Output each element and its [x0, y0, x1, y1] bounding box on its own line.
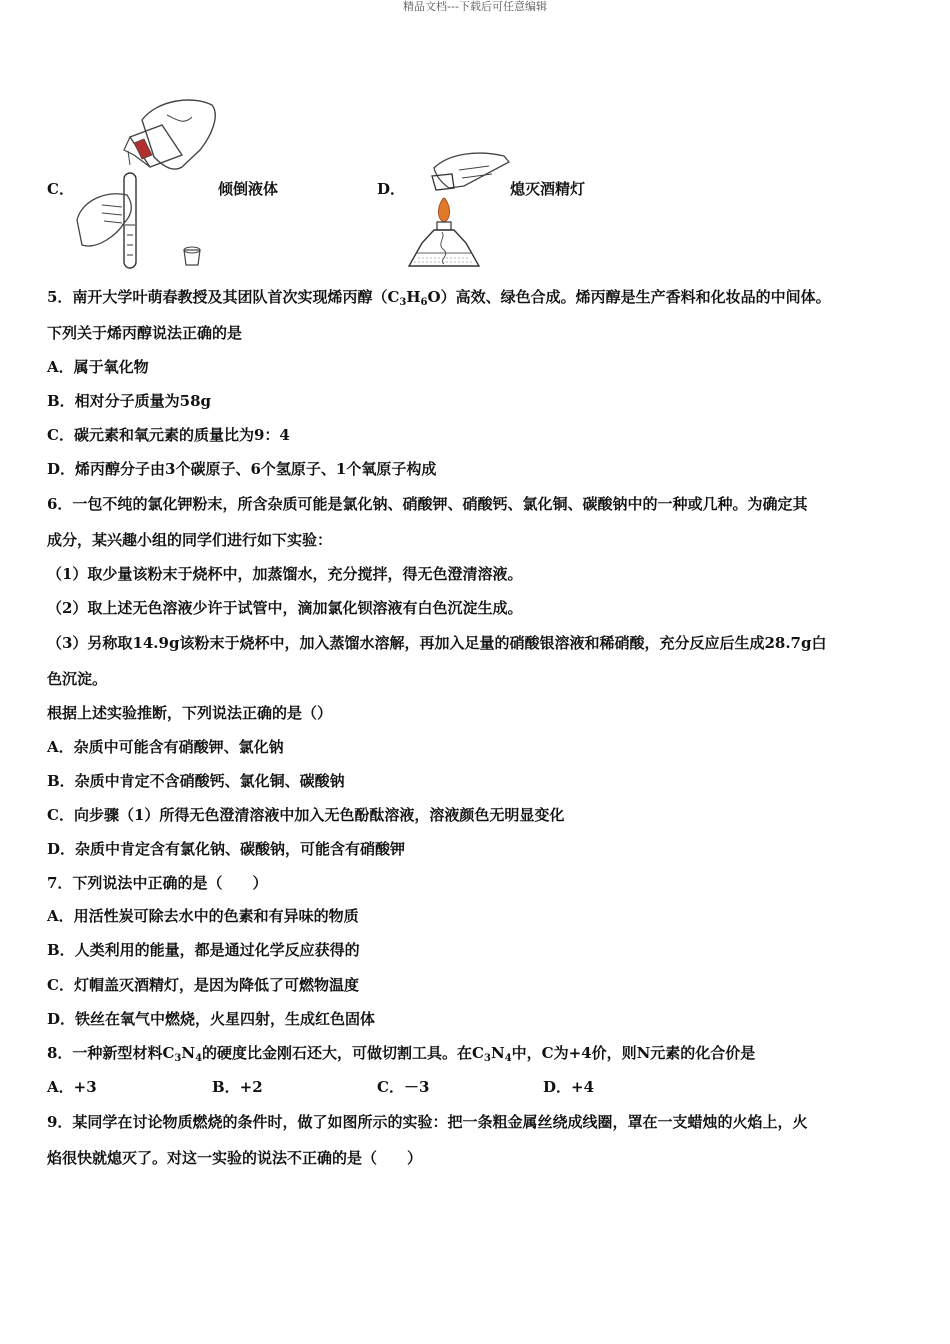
- q7-option-a: A．用活性炭可除去水中的色素和有异味的物质: [47, 907, 359, 925]
- alcohol-lamp-figure: [404, 148, 514, 273]
- q5-stem: 5．南开大学叶萌春教授及其团队首次实现烯丙醇$(C_3H_6O)$高效、绿色合成。烯丙醇是生产香料和化妆品的中间体。: [47, 288, 831, 308]
- q9-stem-1: 9．某同学在讨论物质燃烧的条件时，做了如图所示的实验：把一条粗金属丝绕成线圈，罩在一支蜡烛的火焰上，火: [47, 1113, 808, 1131]
- q6-option-b: B．杂质中肯定不含硝酸钙、氯化铜、碳酸钠: [47, 772, 345, 790]
- q5-option-a: A．属于氧化物: [47, 358, 149, 376]
- q8-option-d: D．+4: [543, 1078, 595, 1096]
- q6-ask: 根据上述实验推断，下列说法正确的是（）: [47, 704, 333, 722]
- figure-d-label: D．: [377, 180, 406, 198]
- q8-option-a: A．+3: [47, 1078, 97, 1096]
- pouring-liquid-figure: [72, 95, 222, 275]
- q6-option-a: A．杂质中可能含有硝酸钾、氯化钠: [47, 738, 284, 756]
- q7-stem: 7．下列说法中正确的是（ ）: [47, 874, 268, 892]
- q7-option-b: B．人类利用的能量，都是通过化学反应获得的: [47, 941, 360, 959]
- q6-stem-2: 成分，某兴趣小组的同学们进行如下实验：: [47, 531, 333, 549]
- q8-option-b: B．+2: [212, 1078, 263, 1096]
- q6-option-c: C．向步骤（1）所得无色澄清溶液中加入无色酚酞溶液，溶液颜色无明显变化: [47, 806, 565, 824]
- q6-step-3: （3）另称取14.9g该粉末于烧杯中，加入蒸馏水溶解，再加入足量的硝酸银溶液和稀硝酸，充分反应后生成28.7g白: [47, 634, 827, 652]
- page-header: 精品文档---下载后可任意编辑: [403, 0, 547, 13]
- q5-option-c: C．碳元素和氧元素的质量比为9：4: [47, 426, 290, 444]
- q7-option-d: D．铁丝在氧气中燃烧，火星四射，生成红色固体: [47, 1010, 376, 1028]
- q6-step-3-cont: 色沉淀。: [47, 670, 108, 688]
- q5-option-b: B．相对分子质量为58g: [47, 392, 212, 410]
- q5-option-d: D．烯丙醇分子由3个碳原子、6个氢原子、1个氧原子构成: [47, 460, 437, 478]
- q6-stem-1: 6．一包不纯的氯化钾粉末，所含杂质可能是氯化钠、硝酸钾、硝酸钙、氯化铜、碳酸钠中的一种或几种。为确定其: [47, 495, 808, 513]
- q7-option-c: C．灯帽盖灭酒精灯，是因为降低了可燃物温度: [47, 976, 359, 994]
- q8-stem: 8．一种新型材料$C_3N_4$的硬度比金刚石还大，可做切割工具。在$C_3N_4$中，C为+4价，则N元素的化合价是: [47, 1044, 756, 1064]
- q6-option-d: D．杂质中肯定含有氯化钠、碳酸钠，可能含有硝酸钾: [47, 840, 406, 858]
- q6-step-1: （1）取少量该粉末于烧杯中，加蒸馏水，充分搅拌，得无色澄清溶液。: [47, 565, 523, 583]
- q9-stem-2: 焰很快就熄灭了。对这一实验的说法不正确的是（ ）: [47, 1149, 423, 1167]
- q5-stem-2: 下列关于烯丙醇说法正确的是: [47, 324, 243, 342]
- q8-option-c: C．－3: [377, 1078, 430, 1096]
- figure-d-caption: 熄灭酒精灯: [510, 180, 586, 198]
- q6-step-2: （2）取上述无色溶液少许于试管中，滴加氯化钡溶液有白色沉淀生成。: [47, 599, 523, 617]
- figure-c-caption: 倾倒液体: [218, 180, 279, 198]
- figure-c-label: C．: [47, 180, 74, 198]
